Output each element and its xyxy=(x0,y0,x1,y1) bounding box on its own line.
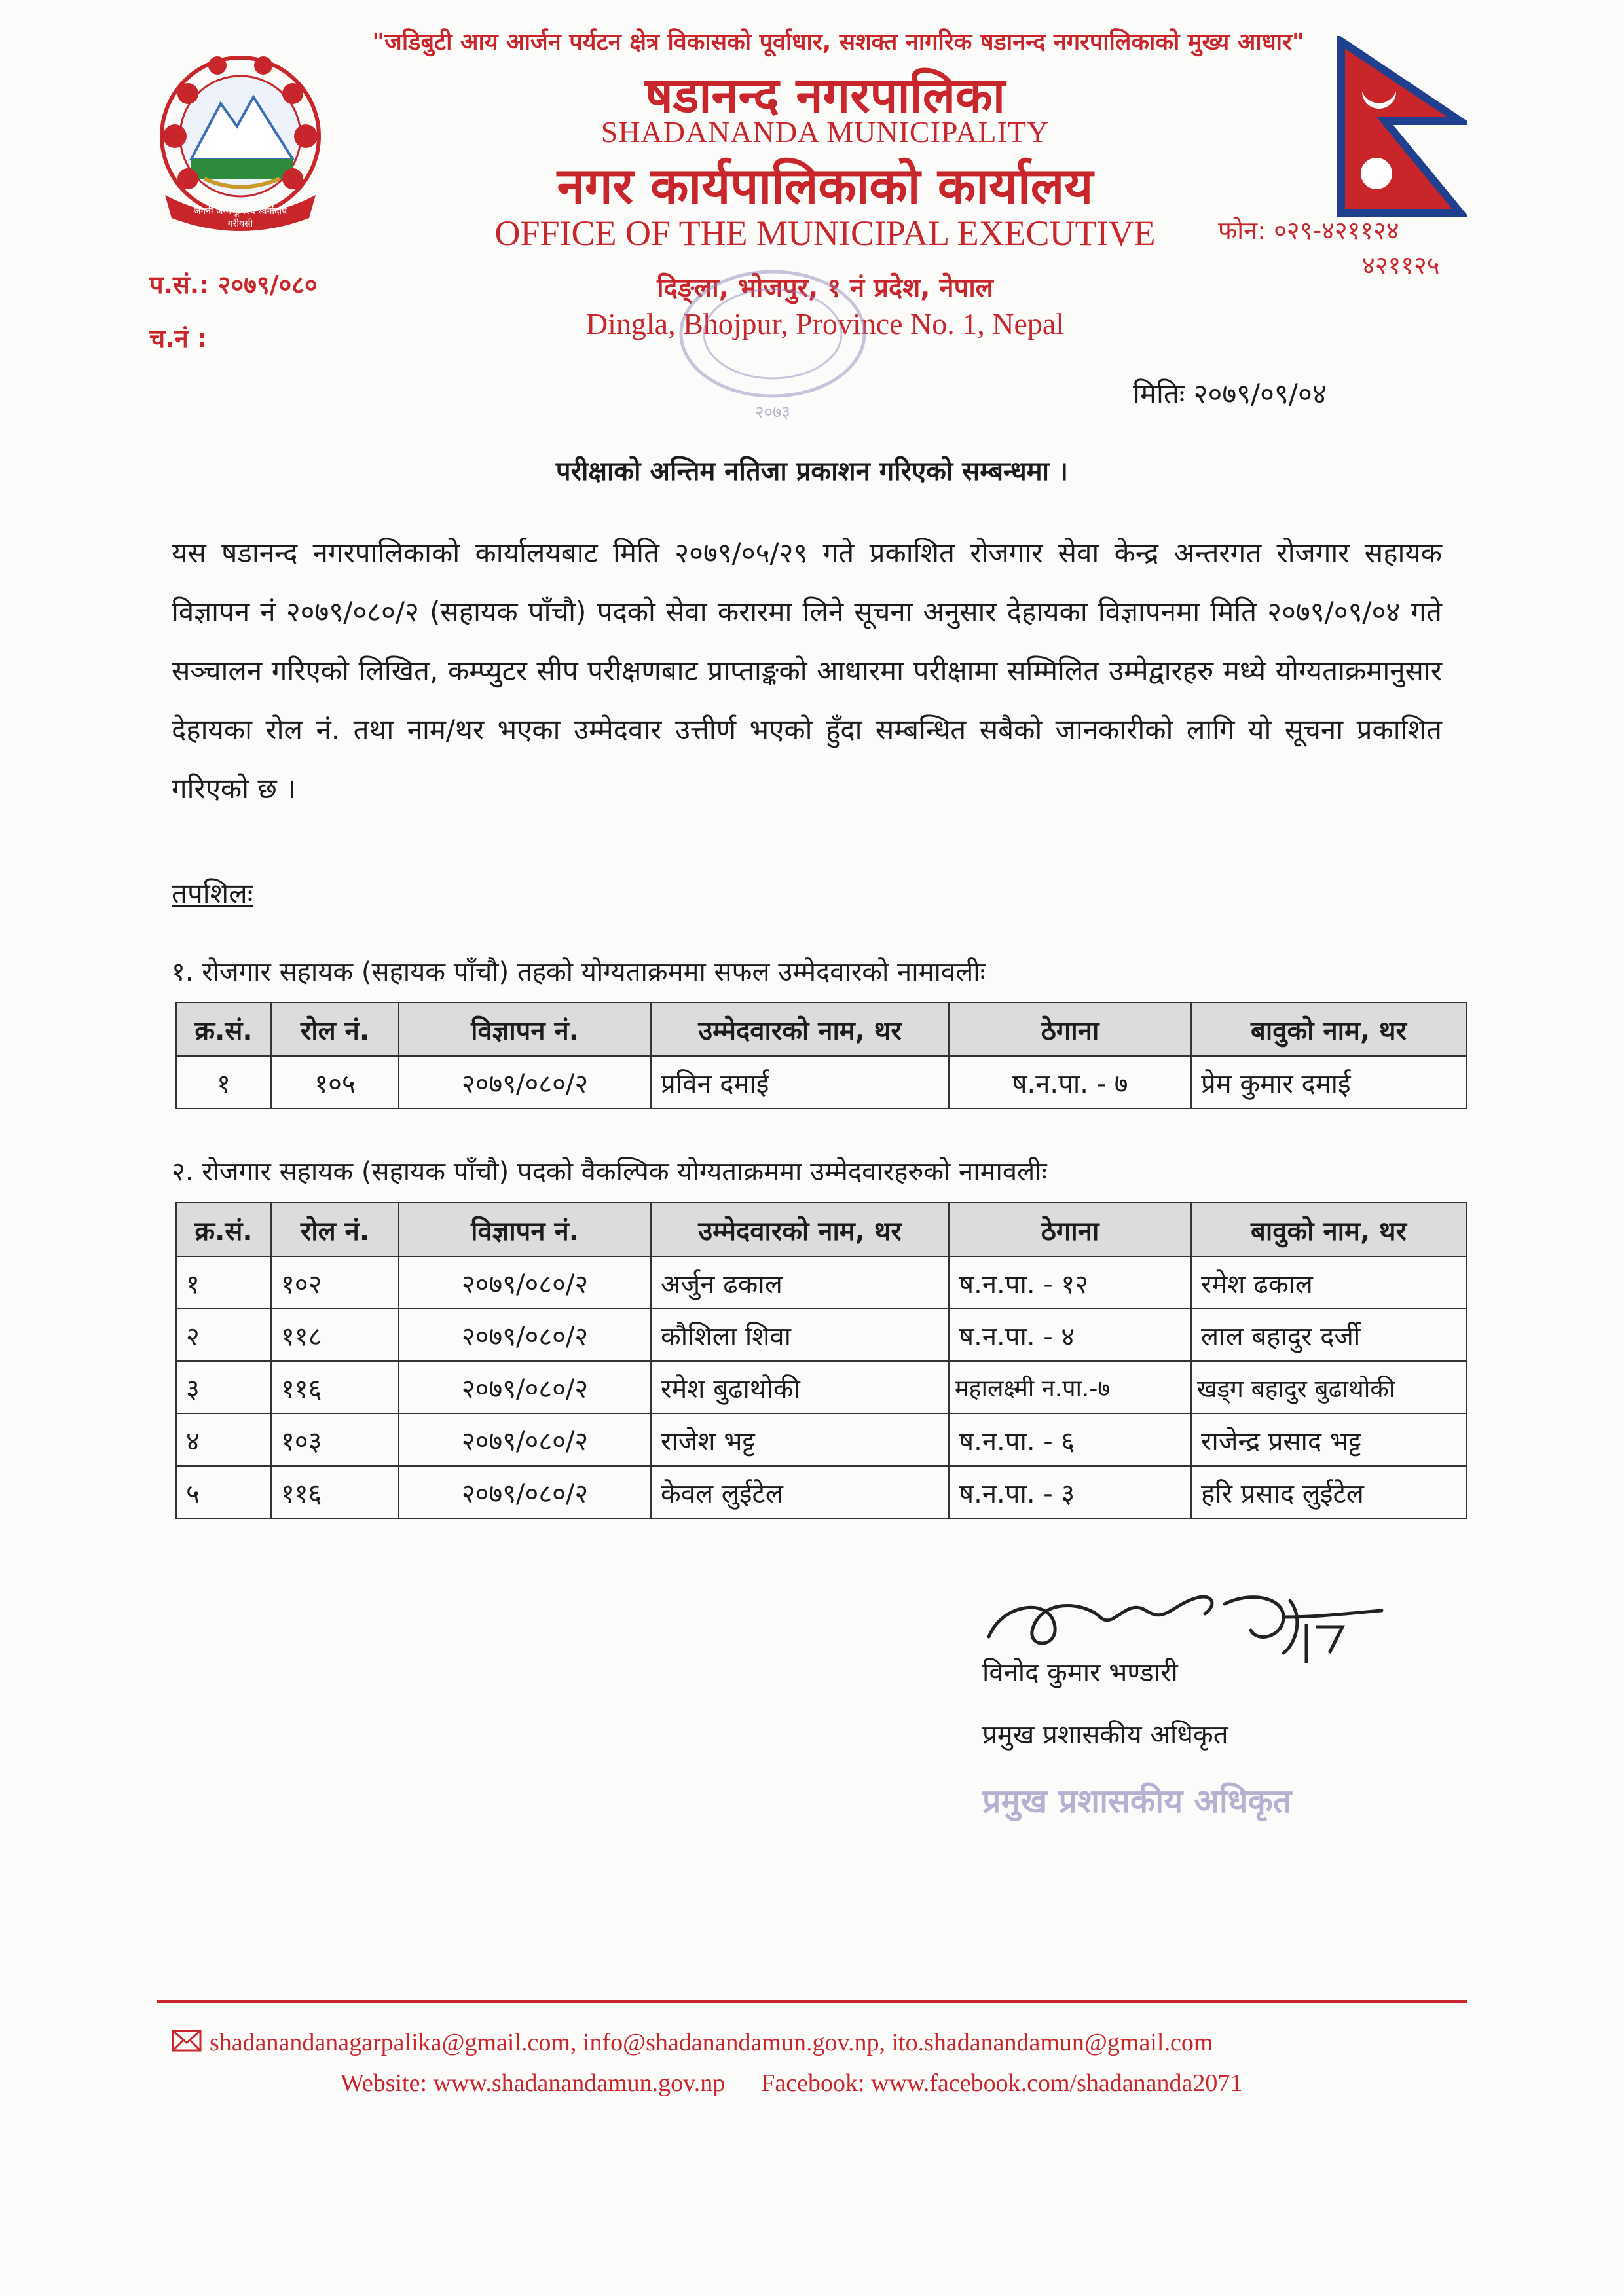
office-name-english: OFFICE OF THE MUNICIPAL EXECUTIVE xyxy=(494,213,1156,253)
cell-name: राजेश भट्ट xyxy=(651,1413,949,1466)
stamp-year: २०७३ xyxy=(754,403,791,422)
cell-advert: २०७९/०८०/२ xyxy=(399,1413,651,1466)
cell-advert: २०७९/०८०/२ xyxy=(399,1361,651,1413)
cell-serial: ३ xyxy=(176,1361,271,1413)
table-row xyxy=(176,1056,1466,1108)
footer-links xyxy=(341,2069,1454,2098)
cell-name: रमेश बुढाथोकी xyxy=(651,1361,949,1413)
cell-father: रमेश ढकाल xyxy=(1191,1256,1466,1309)
col-advert: विज्ञापन नं. xyxy=(399,1203,651,1256)
municipality-name-english: SHADANANDA MUNICIPALITY xyxy=(600,115,1050,149)
cell-serial: १ xyxy=(176,1056,271,1108)
emblem-motto: जननी जन्मभूमिश्च स्वर्गादपि गरीयसी xyxy=(193,206,287,229)
cell-serial: १ xyxy=(176,1256,271,1309)
cell-name: प्रविन दमाई xyxy=(651,1056,949,1108)
col-roll: रोल नं. xyxy=(271,1203,399,1256)
cell-advert: २०७९/०८०/२ xyxy=(399,1256,651,1309)
designation-stamp: प्रमुख प्रशासकीय अधिकृत xyxy=(982,1782,1292,1820)
col-name: उम्मेदवारको नाम, थर xyxy=(651,1203,949,1256)
cell-serial: ५ xyxy=(176,1466,271,1518)
col-roll: रोल नं. xyxy=(271,1002,399,1056)
notice-body: यस षडानन्द नगरपालिकाको कार्यालयबाट मिति २०७९/०५/२९ गते प्रकाशित रोजगार सेवा केन्द्र अन्तरगत रोजगार सहायक विज्ञापन नं २०७९/०८०/२ (सहायक पाँचौ) पदको सेवा करारमा लिने सूचना अनुसार देहायका विज्ञापनमा मिति २०७९/०९/०४ गते सञ्चालन गरिएको लिखित, कम्प्युटर सीप परीक्षणबाट प्राप्ताङ्कको आधारमा परीक्षामा सम्मिलित उम्मेद्वारहरु मध्ये योग्यताक्रमानुसार देहायका रोल नं. तथा नाम/थर भएका उम्मेदवार उत्तीर्ण भएको हुँदा सम्बन्धित सबैको जानकारीको लागि यो सूचना प्रकाशित गरिएको छ । xyxy=(172,537,1442,805)
cell-address: ष.न.पा. - ६ xyxy=(949,1413,1191,1466)
details-heading: तपशिलः xyxy=(172,877,253,909)
cell-roll: १०५ xyxy=(271,1056,399,1108)
cell-roll: १०२ xyxy=(271,1256,399,1309)
cell-advert: २०७९/०८०/२ xyxy=(399,1466,651,1518)
signatory-title: प्रमुख प्रशासकीय अधिकृत xyxy=(982,1720,1228,1750)
municipality-name-nepali: षडानन्द नगरपालिका xyxy=(644,67,1006,124)
cell-serial: ४ xyxy=(176,1413,271,1466)
successful-candidates-table xyxy=(175,1002,1467,1109)
table-row xyxy=(176,1413,1466,1466)
cell-roll: १०३ xyxy=(271,1413,399,1466)
cell-father: हरि प्रसाद लुईटेल xyxy=(1191,1466,1466,1518)
col-address: ठेगाना xyxy=(949,1002,1191,1056)
signatory-name: विनोद कुमार भण्डारी xyxy=(982,1658,1178,1688)
table-row xyxy=(176,1309,1466,1361)
table-row xyxy=(176,1361,1466,1413)
letter-date: मितिः २०७९/०९/०४ xyxy=(1133,378,1327,410)
website-link[interactable]: Website: www.shadanandamun.gov.np xyxy=(341,2069,726,2097)
cell-father: प्रेम कुमार दमाई xyxy=(1191,1056,1466,1108)
cell-roll: ११६ xyxy=(271,1466,399,1518)
cell-advert: २०७९/०८०/२ xyxy=(399,1056,651,1108)
facebook-link[interactable]: Facebook: www.facebook.com/shadananda2071 xyxy=(761,2069,1243,2097)
cell-address: ष.न.पा. - ७ xyxy=(949,1056,1191,1108)
cell-address: ष.न.पा. - १२ xyxy=(949,1256,1191,1309)
tagline: "जडिबुटी आय आर्जन पर्यटन क्षेत्र विकासको पूर्वाधार, सशक्त नागरिक षडानन्द नगरपालिकाको मुख्य आधार" xyxy=(372,29,1304,56)
list-1-title: १. रोजगार सहायक (सहायक पाँचौ) तहको योग्यताक्रममा सफल उम्मेदवारको नामावलीः xyxy=(172,957,986,987)
cell-name: कौशिला शिवा xyxy=(651,1309,949,1361)
phone-number-1: फोन: ०२९-४२११२४ xyxy=(1218,216,1399,245)
address-english: Dingla, Bhojpur, Province No. 1, Nepal xyxy=(585,307,1065,340)
col-serial: क्र.सं. xyxy=(176,1002,271,1056)
footer-emails: shadanandanagarpalika@gmail.com, info@shadanandamun.gov.np, ito.shadanandamun@gmail.com xyxy=(210,2029,1213,2056)
cell-serial: २ xyxy=(176,1309,271,1361)
office-name-nepali: नगर कार्यपालिकाको कार्यालय xyxy=(557,156,1094,215)
office-stamp xyxy=(668,262,877,422)
cell-name: अर्जुन ढकाल xyxy=(651,1256,949,1309)
reference-number: प.सं.: २०७९/०८० xyxy=(149,270,318,299)
list-2-title: २. रोजगार सहायक (सहायक पाँचौ) पदको वैकल्पिक योग्यताक्रममा उम्मेदवारहरुको नामावलीः xyxy=(172,1157,1047,1187)
col-serial: क्र.सं. xyxy=(176,1203,271,1256)
cell-address: महालक्ष्मी न.पा.-७ xyxy=(949,1361,1191,1413)
cell-address: ष.न.पा. - ४ xyxy=(949,1309,1191,1361)
col-name: उम्मेदवारको नाम, थर xyxy=(651,1002,949,1056)
col-advert: विज्ञापन नं. xyxy=(399,1002,651,1056)
col-father: बावुको नाम, थर xyxy=(1191,1203,1466,1256)
cell-roll: ११६ xyxy=(271,1361,399,1413)
cell-father: खड्ग बहादुर बुढाथोकी xyxy=(1191,1361,1466,1413)
cell-name: केवल लुईटेल xyxy=(651,1466,949,1518)
mail-icon xyxy=(172,2030,202,2052)
nepal-flag-icon xyxy=(1336,36,1467,219)
phone-number-2: ४२११२५ xyxy=(1362,251,1440,280)
subject-line: परीक्षाको अन्तिम नतिजा प्रकाशन गरिएको सम्बन्धमा । xyxy=(555,456,1069,486)
cell-father: लाल बहादुर दर्जी xyxy=(1191,1309,1466,1361)
cell-roll: ११८ xyxy=(271,1309,399,1361)
table-row xyxy=(176,1256,1466,1309)
footer-divider xyxy=(157,2000,1467,2003)
dispatch-number: च.नं : xyxy=(149,324,208,353)
nepal-emblem-icon xyxy=(139,38,342,234)
address-nepali: दिङ्ला, भोजपुर, १ नं प्रदेश, नेपाल xyxy=(657,273,993,303)
col-address: ठेगाना xyxy=(949,1203,1191,1256)
cell-father: राजेन्द्र प्रसाद भट्ट xyxy=(1191,1413,1466,1466)
col-father: बावुको नाम, थर xyxy=(1191,1002,1466,1056)
cell-address: ष.न.पा. - ३ xyxy=(949,1466,1191,1518)
table-row xyxy=(176,1466,1466,1518)
cell-advert: २०७९/०८०/२ xyxy=(399,1309,651,1361)
alternate-candidates-table xyxy=(175,1202,1467,1519)
